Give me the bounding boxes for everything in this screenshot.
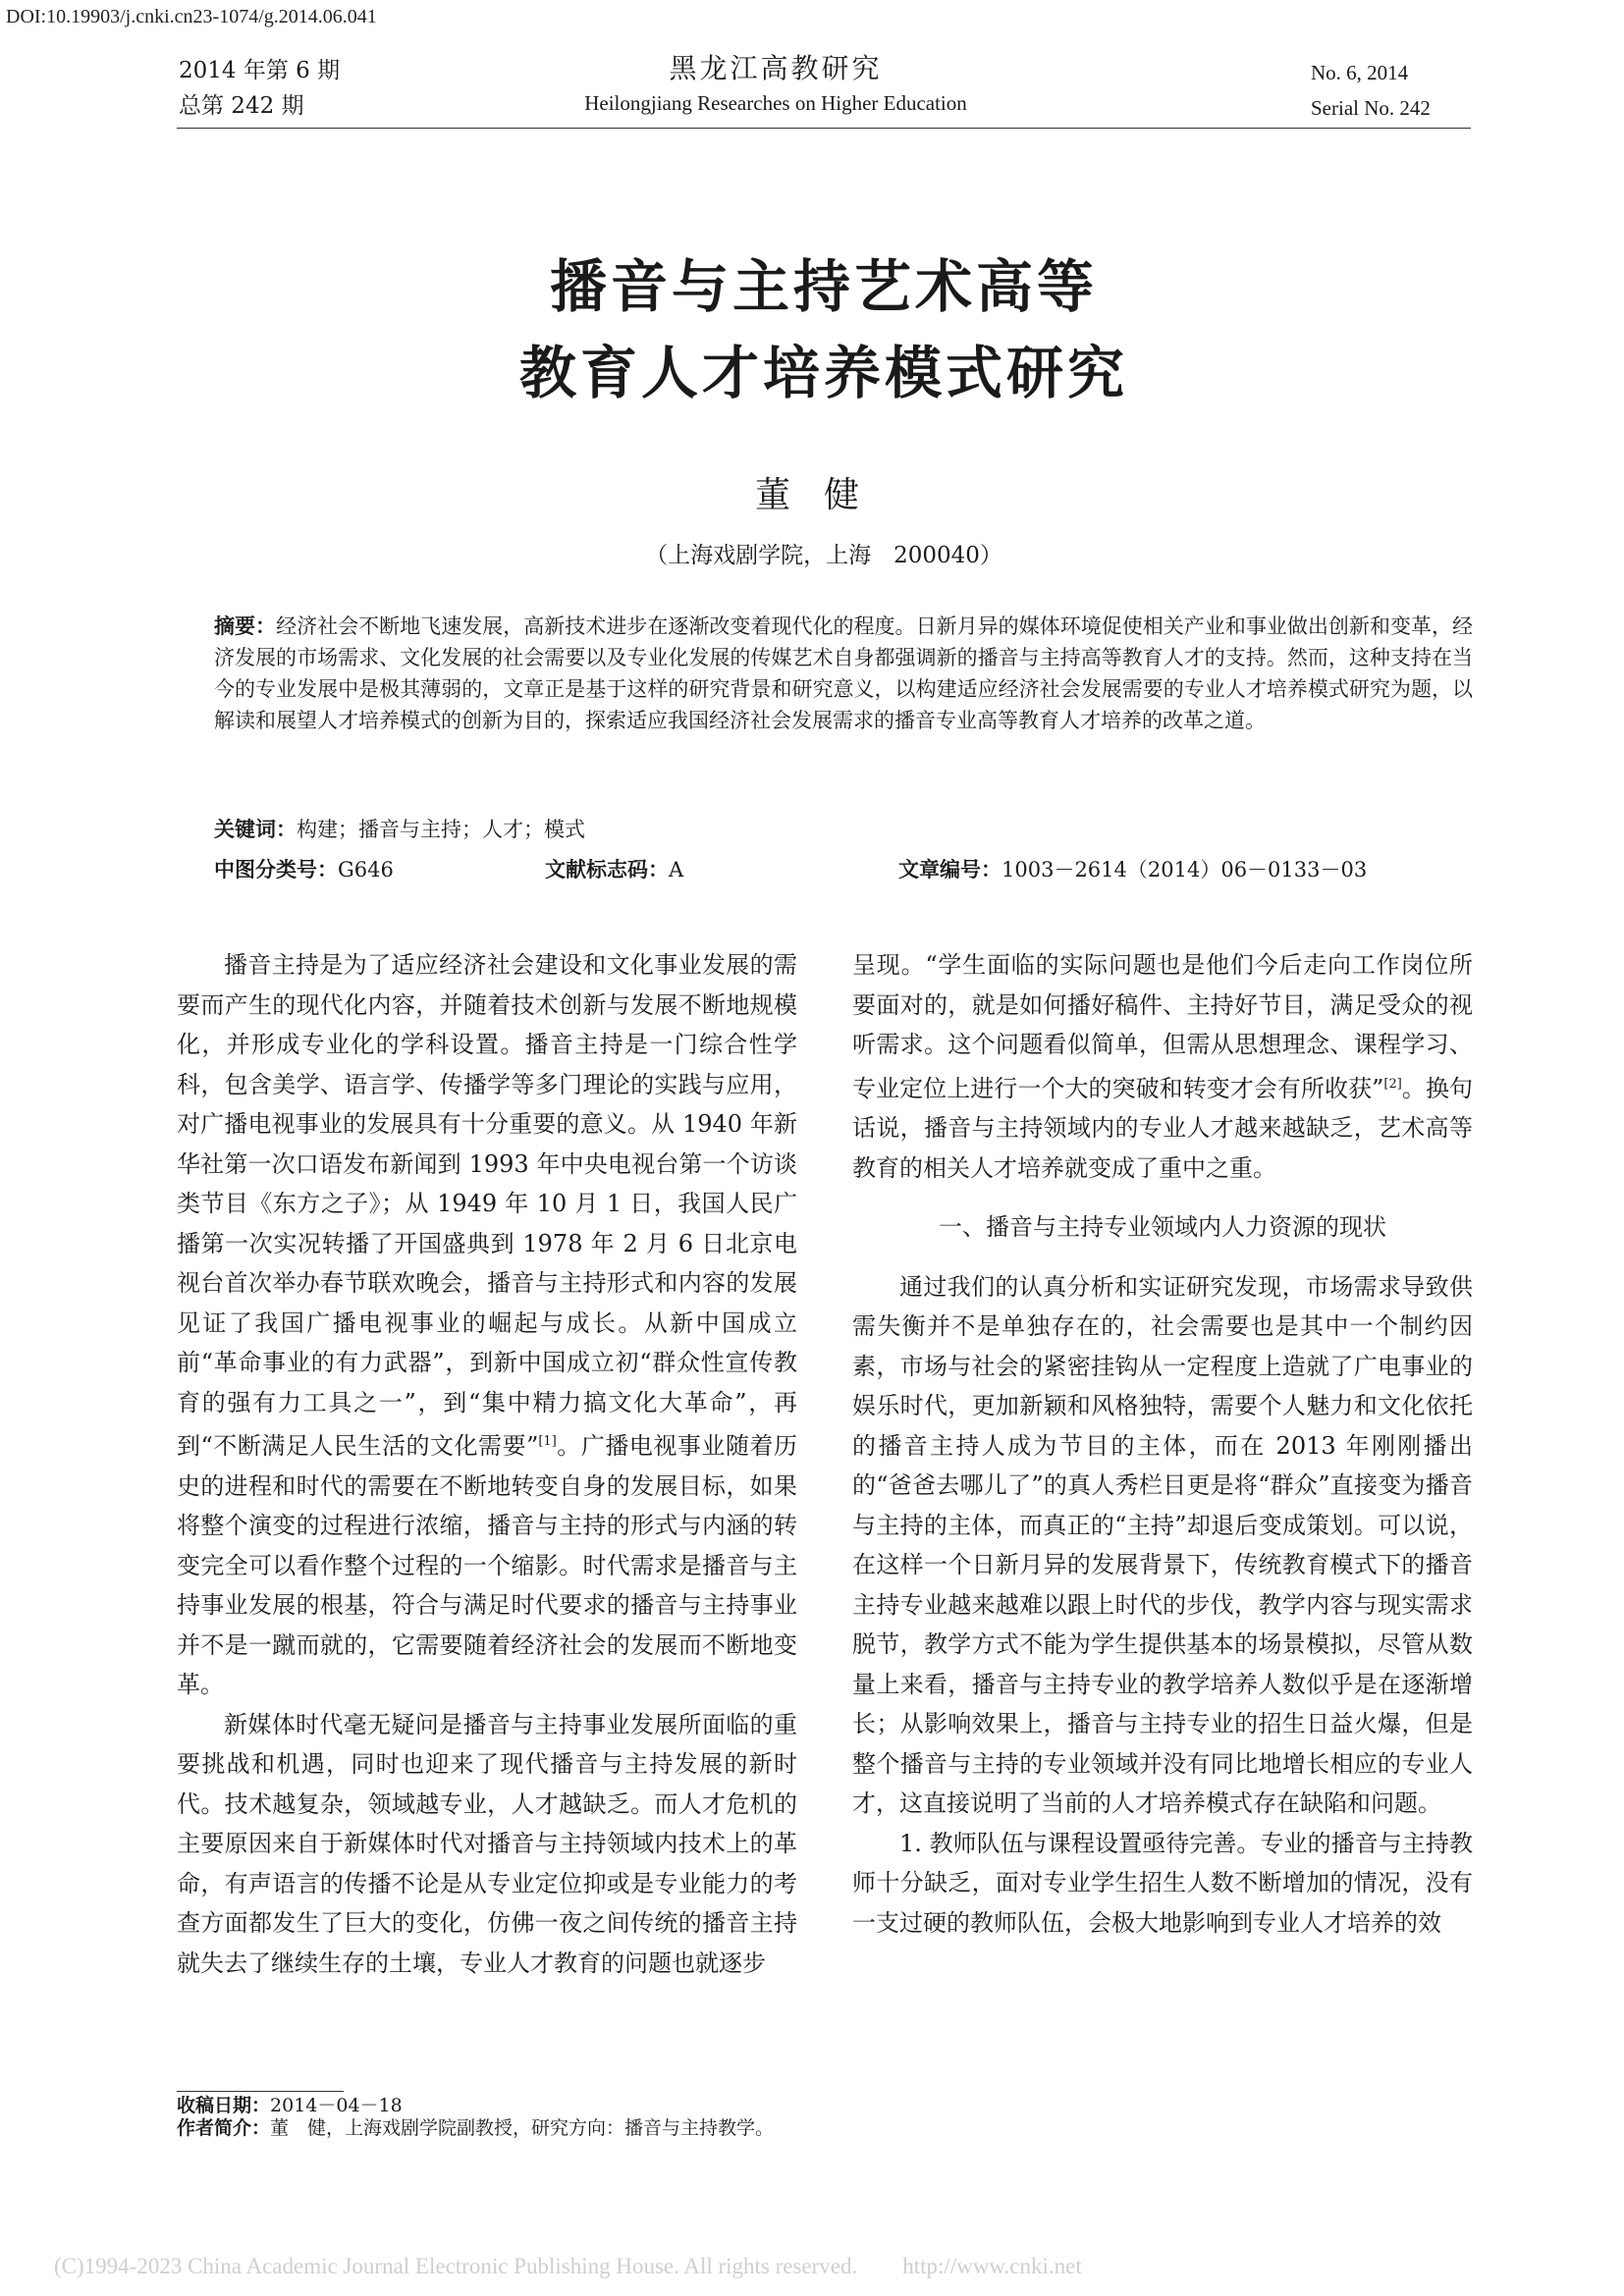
received-label: 收稿日期： (177, 2095, 271, 2116)
paragraph (852, 945, 1473, 1188)
doc-code-value: A (669, 858, 684, 881)
clc-label: 中图分类号： (214, 858, 338, 881)
paragraph-text: 播音主持是为了适应经济社会建设和文化事业发展的需要而产生的现代化内容，并随着技术创新与发展不断地规模化，并形成专业化的学科设置。播音主持是一门综合性学科，包含美学、语言学、传播学等多门理论的实践与应用，对广播电视事业的发展具有十分重要的意义。从 1940 年新华社第一次口语发布新闻到 1993 年中央电视台第一个访谈类节目《东方之子》；从 1949 年 10 月 1 日，我国人民广播第一次实况转播了开国盛典到 1978 年 2 月 6 日北京电视台首次举办春节联欢晚会，播音与主持形式和内容的发展见证了我国广播电视事业的崛起与成长。从新中国成立前“革命事业的有力武器”，到新中国成立初“群众性宣传教育的强有力工具之一”，到“集中精力搞文化大革命”，再到“不断满足人民生活的文化需要” (177, 951, 797, 1460)
author-bio-value: 董 健，上海戏剧学院副教授，研究方向：播音与主持教学。 (270, 2117, 775, 2139)
author-bio-label: 作者简介： (177, 2117, 271, 2139)
document-code (545, 854, 683, 883)
received-value: 2014－04－18 (270, 2095, 403, 2116)
keywords-label: 关键词： (214, 818, 297, 841)
keywords (214, 814, 585, 843)
keywords-text: 构建；播音与主持；人才；模式 (297, 818, 585, 841)
abstract-label: 摘要： (214, 614, 277, 638)
paragraph (177, 945, 797, 1705)
clc-value: G646 (338, 858, 394, 881)
abstract-text: 经济社会不断地飞速发展，高新技术进步在逐渐改变着现代化的程度。日新月异的媒体环境促使相关产业和事业做出创新和变革，经济发展的市场需求、文化发展的社会需要以及专业化发展的传媒艺术自身都强调新的播音与主持高等教育人才的支持。然而，这种支持在当今的专业发展中是极其薄弱的，文章正是基于这样的研究背景和研究意义，以构建适应经济社会发展需要的专业人才培养模式研究为题，以解读和展望人才培养模式的创新为目的，探索适应我国经济社会发展需求的播音专业高等教育人才培养的改革之道。 (214, 614, 1474, 732)
article-number (898, 854, 1367, 883)
article-no-value: 1003－2614（2014）06－0133－03 (1001, 858, 1368, 881)
doi-line: DOI:10.19903/j.cnki.cn23-1074/g.2014.06.041 (6, 6, 377, 27)
journal-name-cn: 黑龙江高教研究 (669, 52, 883, 84)
footnote (177, 2095, 774, 2140)
article-title (177, 243, 1471, 416)
citation-ref: [1] (538, 1434, 557, 1449)
footnote-rule (177, 2091, 344, 2092)
doc-code-label: 文献标志码： (545, 858, 669, 881)
serial-en: Serial No. 242 (1311, 96, 1431, 120)
paragraph-text: 。广播电视事业随着历史的进程和时代的需要在不断地转变自身的发展目标，如果将整个演变的过程进行浓缩，播音与主持的形式与内涵的转变完全可以看作整个过程的一个缩影。时代需求是播音与主持事业发展的根基，符合与满足时代要求的播音与主持事业并不是一蹴而就的，它需要随着经济社会的发展而不断地变革。 (177, 1432, 797, 1698)
paragraph-text: 呈现。“学生面临的实际问题也是他们今后走向工作岗位所要面对的，就是如何播好稿件、主持好节目，满足受众的视听需求。这个问题看似简单，但需从思想理念、课程学习、专业定位上进行一个大的突破和转变才会有所收获” (852, 951, 1473, 1102)
citation-ref: [2] (1383, 1076, 1402, 1092)
section-heading: 一、播音与主持专业领域内人力资源的现状 (939, 1213, 1386, 1241)
title-line-1: 播音与主持艺术高等 (549, 253, 1098, 320)
serial-cn: 总第 242 期 (179, 93, 304, 119)
body-column-right (852, 945, 1473, 1943)
body-column-left (177, 945, 797, 1983)
paragraph: 1. 教师队伍与课程设置亟待完善。专业的播音与主持教师十分缺乏，面对专业学生招生人数不断增加的情况，没有一支过硬的教师队伍，会极大地影响到专业人才培养的效 (852, 1829, 1473, 1937)
paragraph: 通过我们的认真分析和实证研究发现，市场需求导致供需失衡并不是单独存在的，社会需要也是其中一个制约因素，市场与社会的紧密挂钩从一定程度上造就了广电事业的娱乐时代，更加新颖和风格独特，需要个人魅力和文化依托的播音主持人成为节目的主体，而在 2013 年刚刚播出的“爸爸去哪儿了”的真人秀栏目更是将“群众”直接变为播音与主持的主体，而真正的“主持”却退后变成策划。可以说，在这样一个日新月异的发展背景下，传统教育模式下的播音主持专业越来越难以跟上时代的步伐，教学内容与现实需求脱节，教学方式不能为学生提供基本的场景模拟，尽管从数量上来看，播音与主持专业的教学培养人数似乎是在逐渐增长；从影响效果上，播音与主持专业的招生日益火爆，但是整个播音与主持的专业领域并没有同比地增长相应的专业人才，这直接说明了当前的人才培养模式存在缺陷和问题。 (852, 1272, 1473, 1817)
issue-en: No. 6, 2014 (1311, 61, 1409, 84)
journal-name (569, 49, 982, 118)
header-issue-en (1311, 55, 1431, 126)
abstract (214, 611, 1473, 736)
author-affiliation: （上海戏剧学院，上海 200040） (645, 543, 1002, 568)
clc-number (214, 854, 394, 883)
journal-name-en: Heilongjiang Researches on Higher Education (584, 91, 967, 115)
author-name: 董健 (754, 475, 893, 515)
title-line-2: 教育人才培养模式研究 (518, 340, 1128, 406)
received-date (177, 2095, 774, 2117)
header-issue-cn (179, 53, 340, 124)
copyright-watermark: (C)1994-2023 China Academic Journal Electronic Publishing House. All rights reserved. http://www.cnki.net (54, 2254, 1082, 2278)
author-bio (177, 2117, 774, 2140)
header-rule (177, 128, 1471, 129)
issue-cn: 2014 年第 6 期 (179, 58, 341, 83)
paragraph-text: 。换句话说，播音与主持领域内的专业人才越来越缺乏，艺术高等教育的相关人才培养就变成了重中之重。 (852, 1074, 1473, 1182)
article-no-label: 文章编号： (898, 858, 1001, 881)
paragraph: 新媒体时代毫无疑问是播音与主持事业发展所面临的重要挑战和机遇，同时也迎来了现代播音与主持发展的新时代。技术越复杂，领域越专业，人才越缺乏。而人才危机的主要原因来自于新媒体时代对播音与主持领域内技术上的革命，有声语言的传播不论是从专业定位抑或是专业能力的考查方面都发生了巨大的变化，仿佛一夜之间传统的播音主持就失去了继续生存的土壤，专业人才教育的问题也就逐步 (177, 1710, 797, 1977)
